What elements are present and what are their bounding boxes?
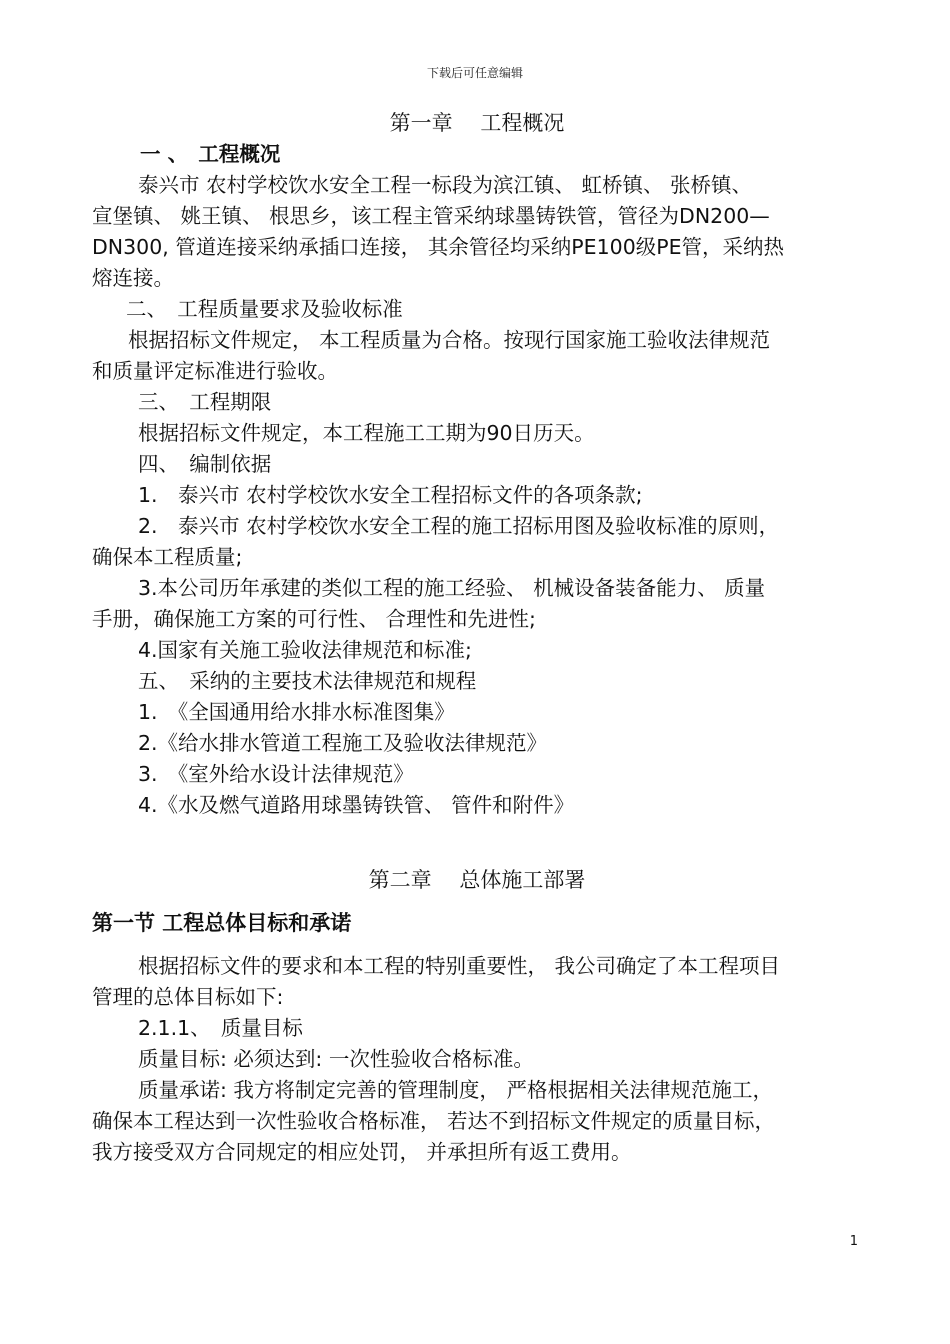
header-note: 下载后可任意编辑 (426, 66, 523, 80)
section-4-heading: 四、 编制依据 (138, 452, 272, 476)
list-item-continuation: 确保本工程质量; (92, 545, 243, 569)
page-number: 1 (849, 1234, 858, 1249)
paragraph-line: 和质量评定标准进行验收。 (92, 359, 338, 383)
list-item: 1. 《全国通用给水排水标准图集》 (138, 700, 455, 724)
list-item-continuation: 手册，确保施工方案的可行性、 合理性和先进性; (92, 607, 536, 631)
paragraph-line: 泰兴市 农村学校饮水安全工程一标段为滨江镇、 虹桥镇、 张桥镇、 (138, 173, 753, 197)
section-3-heading: 三、 工程期限 (138, 390, 272, 414)
list-item: 3.本公司历年承建的类似工程的施工经验、 机械设备装备能力、 质量 (138, 576, 766, 600)
paragraph-line: 我方接受双方合同规定的相应处罚， 并承担所有返工费用。 (92, 1140, 632, 1164)
section-1-heading: 一 、 工程概况 (140, 142, 281, 166)
paragraph-line: 根据招标文件规定， 本工程质量为合格。按现行国家施工验收法律规范 (128, 328, 771, 352)
paragraph-line: 根据招标文件的要求和本工程的特别重要性， 我公司确定了本工程项目 (138, 954, 781, 978)
sub-heading: 2.1.1、 质量目标 (138, 1016, 303, 1040)
document-body (92, 108, 862, 1168)
list-item: 4.《水及燃气道路用球墨铸铁管、 管件和附件》 (138, 793, 575, 817)
chapter-1-title: 第一章 工程概况 (389, 111, 565, 135)
paragraph-line: 质量目标: 必须达到: 一次性验收合格标准。 (138, 1047, 534, 1071)
section-title: 第一节 工程总体目标和承诺 (92, 911, 352, 935)
paragraph-line: 熔连接。 (92, 266, 174, 290)
paragraph-line: DN300, 管道连接采纳承插口连接， 其余管径均采纳PE100级PE管，采纳热 (92, 235, 785, 259)
paragraph-line: 管理的总体目标如下: (92, 985, 284, 1009)
section-5-heading: 五、 采纳的主要技术法律规范和规程 (138, 669, 477, 693)
chapter-2-title: 第二章 总体施工部署 (368, 868, 586, 892)
list-item: 3. 《室外给水设计法律规范》 (138, 762, 414, 786)
paragraph-line: 根据招标文件规定，本工程施工工期为90日历天。 (138, 421, 595, 445)
list-item: 2.《给水排水管道工程施工及验收法律规范》 (138, 731, 548, 755)
section-2-heading: 二、 工程质量要求及验收标准 (126, 297, 403, 321)
paragraph-line: 质量承诺: 我方将制定完善的管理制度， 严格根据相关法律规范施工， (138, 1078, 773, 1102)
paragraph-line: 宣堡镇、 姚王镇、 根思乡，该工程主管采纳球墨铸铁管，管径为DN200— (92, 204, 770, 228)
paragraph-line: 确保本工程达到一次性验收合格标准， 若达不到招标文件规定的质量目标， (92, 1109, 776, 1133)
list-item: 4.国家有关施工验收法律规范和标准; (138, 638, 472, 662)
list-item: 2. 泰兴市 农村学校饮水安全工程的施工招标用图及验收标准的原则， (138, 514, 780, 538)
list-item: 1. 泰兴市 农村学校饮水安全工程招标文件的各项条款; (138, 483, 643, 507)
